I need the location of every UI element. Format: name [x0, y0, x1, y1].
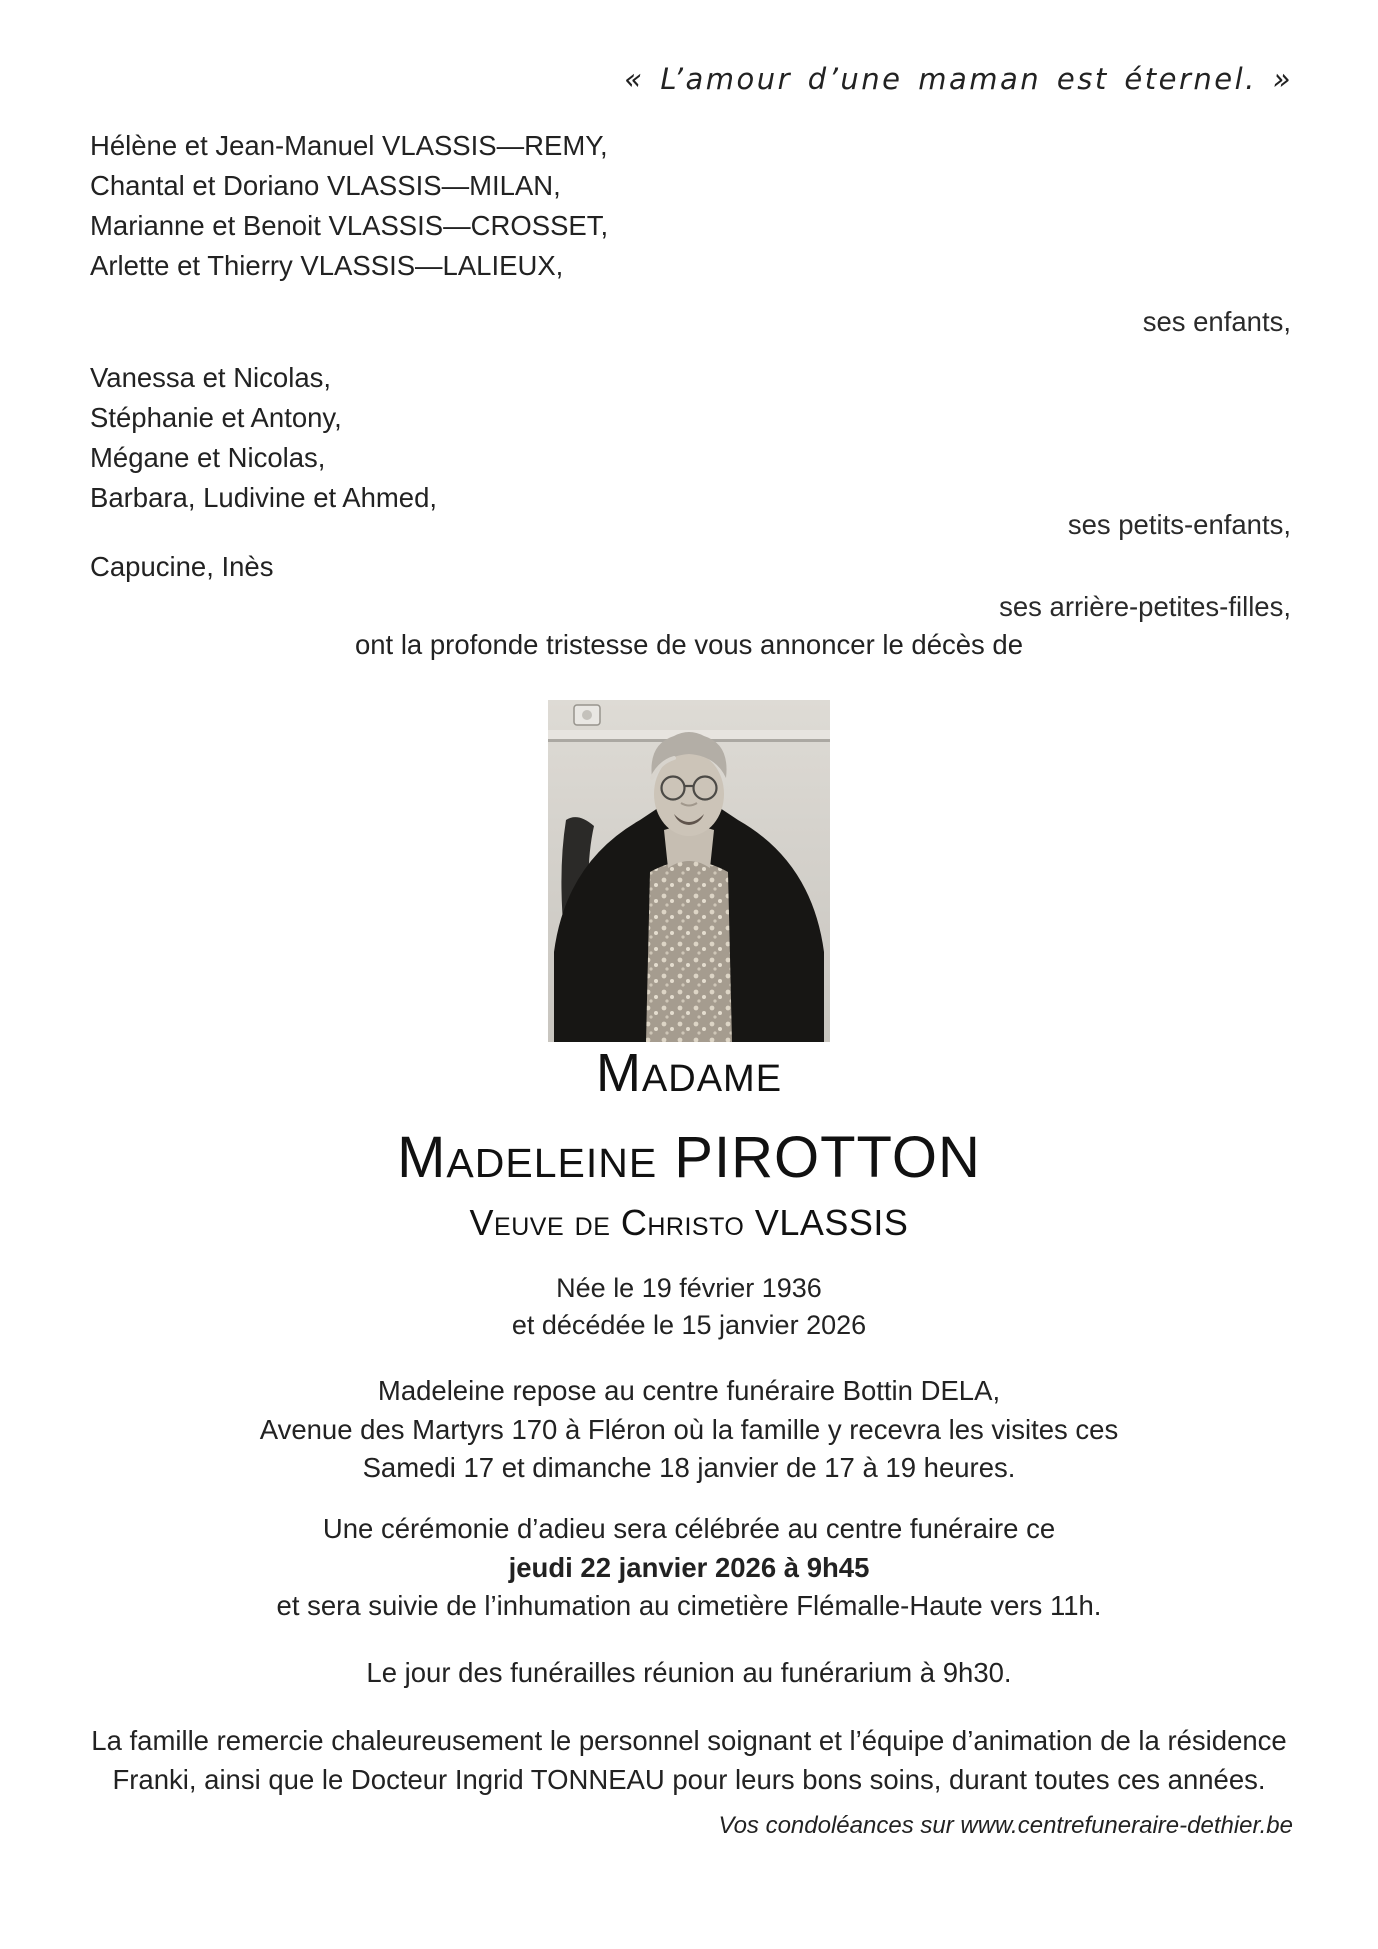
- announcement-line: ont la profonde tristesse de vous annoncer le décès de: [354, 629, 1024, 660]
- grandchild-name: Stéphanie et Antony,: [90, 402, 342, 433]
- grandchild-name: Barbara, Ludivine et Ahmed,: [90, 482, 438, 513]
- children-names-list: [90, 126, 608, 286]
- visitation-paragraph: [0, 1372, 1378, 1488]
- child-name: Chantal et Doriano VLASSIS—MILAN,: [90, 170, 561, 201]
- grandchild-name: Mégane et Nicolas,: [90, 442, 326, 473]
- deceased-widow-heading: Veuve de Christo VLASSIS: [469, 1202, 909, 1243]
- deceased-name-heading: Madeleine PIROTTON: [397, 1125, 981, 1190]
- funeral-day-note: Le jour des funérailles réunion au funérarium à 9h30.: [366, 1657, 1012, 1688]
- child-name: Marianne et Benoit VLASSIS—CROSSET,: [90, 210, 609, 241]
- memorial-quote: « L’amour d’une maman est éternel. »: [624, 62, 1293, 96]
- grandchildren-names-list: [90, 358, 437, 518]
- portrait-photo-illustration: [548, 700, 830, 1042]
- child-name: Arlette et Thierry VLASSIS—LALIEUX,: [90, 250, 564, 281]
- child-name: Hélène et Jean-Manuel VLASSIS—REMY,: [90, 130, 608, 161]
- death-date-line: et décédée le 15 janvier 2026: [511, 1310, 867, 1340]
- acknowledgement-line: La famille remercie chaleureusement le personnel soignant et l’équipe d’animation de la résidence: [91, 1725, 1287, 1756]
- portrait-photo: [548, 700, 830, 1042]
- visitation-line: Madeleine repose au centre funéraire Bottin DELA,: [377, 1375, 1001, 1406]
- acknowledgement-paragraph: [0, 1722, 1378, 1799]
- ceremony-paragraph: [0, 1510, 1378, 1626]
- birth-death-dates: [0, 1270, 1378, 1344]
- visitation-line: Samedi 17 et dimanche 18 janvier de 17 à 19 heures.: [362, 1452, 1016, 1483]
- ceremony-date-line: jeudi 22 janvier 2026 à 9h45: [508, 1551, 870, 1583]
- grandchildren-label: ses petits-enfants,: [1067, 509, 1291, 540]
- children-label: ses enfants,: [1142, 306, 1291, 337]
- acknowledgement-line: Franki, ainsi que le Docteur Ingrid TONNEAU pour leurs bons soins, durant toutes ces années.: [112, 1763, 1266, 1795]
- ceremony-line: et sera suivie de l’inhumation au cimetière Flémalle-Haute vers 11h.: [276, 1590, 1102, 1621]
- grandchild-name: Vanessa et Nicolas,: [90, 362, 332, 393]
- ceremony-line: Une cérémonie d’adieu sera célébrée au centre funéraire ce: [322, 1513, 1056, 1544]
- great-granddaughters-names: Capucine, Inès: [90, 551, 274, 582]
- deceased-title-heading: Madame: [595, 1043, 783, 1103]
- visitation-line: Avenue des Martyrs 170 à Fléron où la famille y recevra les visites ces: [259, 1413, 1119, 1445]
- condolences-website-line: Vos condoléances sur www.centrefuneraire-dethier.be: [718, 1812, 1293, 1839]
- birth-date-line: Née le 19 février 1936: [556, 1273, 822, 1303]
- great-granddaughters-label: ses arrière-petites-filles,: [999, 591, 1291, 622]
